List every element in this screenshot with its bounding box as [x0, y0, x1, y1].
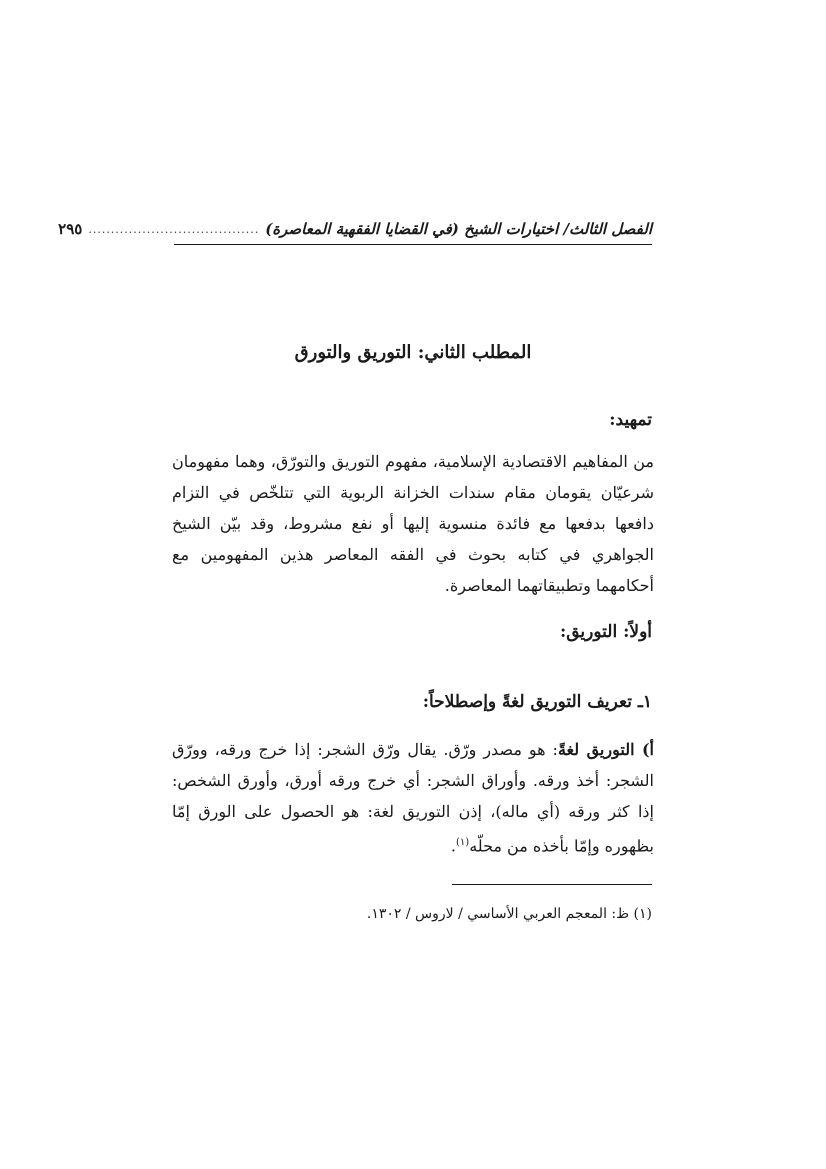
definition-end: . [450, 836, 456, 856]
definition-text: : هو مصدر ورّق. يقال ورّق الشجر: إذا خرج ورقه، وورّق الشجر: أخذ ورقه. وأوراق الشجر: أي خرج ورقه أورق، وأورق الشخص: إذا كثر ورقه (أي ماله)، إذن التوريق لغة: هو الحصول على الورق إمّا بظهوره وإمّا بأخذه من محلّه [172, 740, 654, 856]
running-header-leader-dots: ...................................... [88, 222, 260, 236]
definition-heading: ١ـ تعريف التوريق لغةً وإصطلاحاً: [422, 692, 652, 712]
intro-heading: تمهيد: [609, 410, 652, 430]
definition-paragraph [172, 734, 654, 861]
section-title: المطلب الثاني: التوريق والتورق [294, 342, 532, 363]
running-header [58, 214, 652, 245]
footnote: (١) ظ: المعجم العربي الأساسي / لاروس / ١٣٠٢. [366, 906, 652, 922]
definition-lead: أ) التوريق لغةً [557, 740, 655, 759]
footnote-divider [452, 884, 652, 885]
page-number: ٢٩٥ [58, 220, 83, 238]
running-header-title: الفصل الثالث/ اختيارات الشيخ (في القضايا الفقهية المعاصرة) [265, 220, 652, 238]
footnote-marker: (١) [456, 837, 470, 848]
first-heading: أولاً: التوريق: [559, 622, 652, 642]
intro-paragraph: من المفاهيم الاقتصادية الإسلامية، مفهوم التوريق والتورّق، وهما مفهومان شرعيّان يقومان مقام سندات الخزانة الربوية التي تتلخّص في التزام دافعها بدفعها مع فائدة منسوية إليها أو نفع مشروط، وقد بيّن الشيخ الجواهري في كتابه بحوث في الفقه المعاصر هذين المفهومين مع أحكامهما وتطبيقاتهما المعاصرة. [172, 452, 655, 595]
